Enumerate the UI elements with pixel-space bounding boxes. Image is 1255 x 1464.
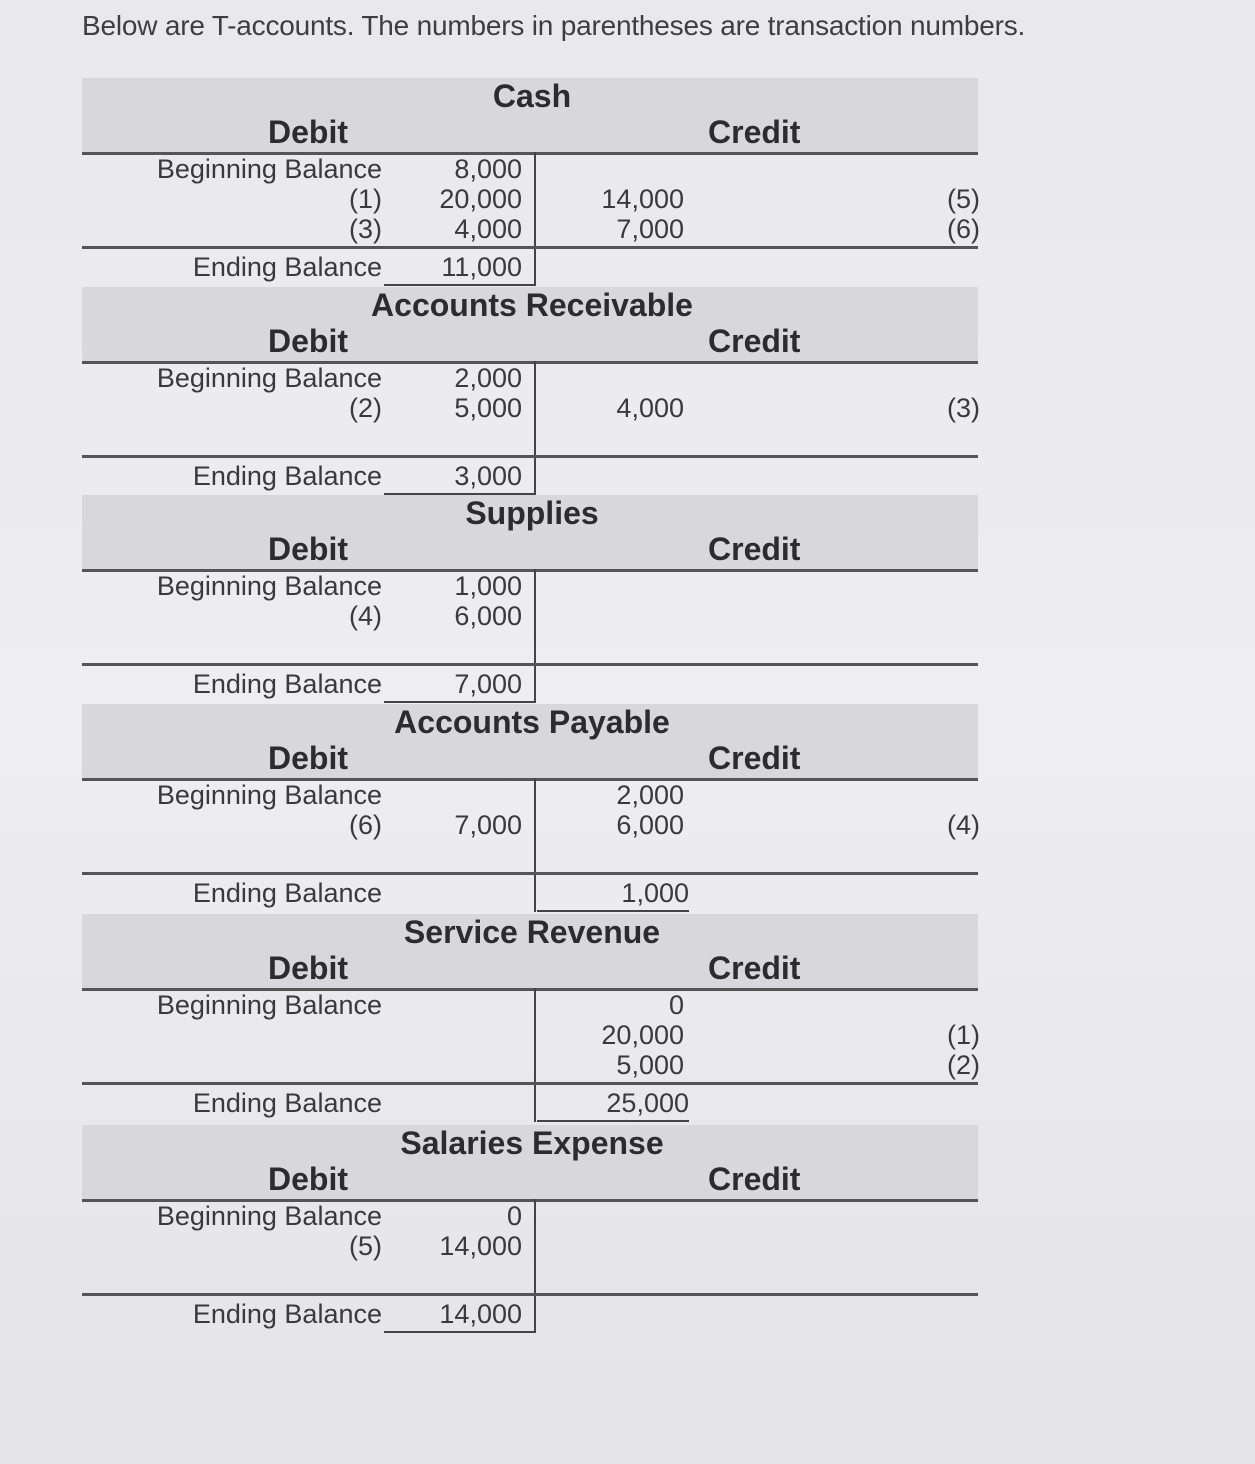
ending-credit-underline [537, 1120, 689, 1122]
debit-row-label: (4) [349, 601, 382, 631]
credit-row-value: 14,000 [601, 184, 684, 214]
t-account [82, 287, 982, 497]
debit-row-value: 14,000 [439, 1231, 522, 1261]
debit-row-label: (2) [349, 393, 382, 423]
ending-credit-underline [537, 910, 689, 912]
t-total-rule [82, 663, 978, 666]
credit-label: Credit [708, 114, 801, 150]
ending-credit-value: 25,000 [606, 1088, 689, 1118]
ending-debit-value: 11,000 [441, 252, 522, 282]
account-title: Cash [492, 78, 572, 114]
credit-label: Credit [708, 1161, 801, 1197]
debit-label: Debit [268, 323, 348, 359]
credit-label: Credit [708, 950, 801, 986]
account-title: Service Revenue [403, 914, 661, 950]
account-title: Accounts Receivable [371, 287, 693, 323]
credit-row-value: 4,000 [616, 393, 684, 423]
credit-row-ref: (4) [947, 810, 980, 840]
debit-row-value: 4,000 [454, 214, 522, 244]
t-vertical-rule [534, 778, 536, 912]
intro-text: Below are T-accounts. The numbers in parentheses are transaction numbers. [82, 10, 1026, 41]
ending-credit-value: 1,000 [621, 878, 689, 908]
t-vertical-rule [534, 988, 536, 1122]
ending-balance-label: Ending Balance [192, 252, 382, 282]
ending-balance-label: Ending Balance [192, 1088, 382, 1118]
debit-label: Debit [268, 114, 348, 150]
t-total-rule [82, 246, 978, 249]
ending-debit-underline [384, 284, 534, 286]
ending-balance-label: Ending Balance [192, 1299, 382, 1329]
t-account [82, 704, 982, 914]
credit-row-value: 20,000 [601, 1020, 684, 1050]
ending-balance-label: Ending Balance [192, 878, 382, 908]
debit-label: Debit [268, 1161, 348, 1197]
debit-row-label: Beginning Balance [156, 780, 382, 810]
debit-row-label: (1) [349, 184, 382, 214]
debit-row-label: Beginning Balance [156, 154, 382, 184]
account-title: Accounts Payable [394, 704, 670, 740]
credit-label: Credit [708, 740, 801, 776]
debit-row-label: Beginning Balance [156, 990, 382, 1020]
ending-balance-label: Ending Balance [192, 669, 382, 699]
t-total-rule [82, 455, 978, 458]
credit-row-ref: (2) [947, 1050, 980, 1080]
credit-label: Credit [708, 531, 801, 567]
credit-row-ref: (6) [947, 214, 980, 244]
t-vertical-rule [534, 361, 536, 495]
debit-row-value: 2,000 [454, 363, 522, 393]
t-vertical-rule [534, 1199, 536, 1333]
debit-row-value: 20,000 [439, 184, 522, 214]
debit-row-label: (5) [349, 1231, 382, 1261]
ending-debit-underline [384, 701, 534, 703]
debit-row-label: (6) [349, 810, 382, 840]
debit-label: Debit [268, 740, 348, 776]
debit-row-label: Beginning Balance [156, 1201, 382, 1231]
ending-debit-value: 7,000 [454, 669, 522, 699]
credit-row-value: 0 [668, 990, 684, 1020]
debit-row-value: 7,000 [454, 810, 522, 840]
account-title: Salaries Expense [400, 1125, 664, 1161]
credit-row-value: 7,000 [616, 214, 684, 244]
debit-row-value: 0 [506, 1201, 522, 1231]
credit-row-ref: (3) [947, 393, 980, 423]
t-account [82, 1125, 982, 1335]
debit-row-label: Beginning Balance [156, 571, 382, 601]
credit-row-value: 6,000 [616, 810, 684, 840]
t-total-rule [82, 1082, 978, 1085]
t-account [82, 914, 982, 1124]
debit-row-value: 5,000 [454, 393, 522, 423]
credit-row-ref: (1) [947, 1020, 980, 1050]
debit-label: Debit [268, 531, 348, 567]
credit-label: Credit [708, 323, 801, 359]
ending-balance-label: Ending Balance [192, 461, 382, 491]
t-total-rule [82, 1293, 978, 1296]
debit-label: Debit [268, 950, 348, 986]
t-account [82, 495, 982, 705]
ending-debit-value: 3,000 [454, 461, 522, 491]
credit-row-value: 5,000 [616, 1050, 684, 1080]
ending-debit-underline [384, 1331, 534, 1333]
debit-row-value: 1,000 [454, 571, 522, 601]
t-total-rule [82, 872, 978, 875]
debit-row-label: (3) [349, 214, 382, 244]
t-vertical-rule [534, 569, 536, 703]
credit-row-ref: (5) [947, 184, 980, 214]
account-title: Supplies [465, 495, 599, 531]
t-vertical-rule [534, 152, 536, 286]
debit-row-label: Beginning Balance [156, 363, 382, 393]
debit-row-value: 8,000 [454, 154, 522, 184]
t-account [82, 78, 982, 288]
debit-row-value: 6,000 [454, 601, 522, 631]
credit-row-value: 2,000 [616, 780, 684, 810]
ending-debit-value: 14,000 [439, 1299, 522, 1329]
